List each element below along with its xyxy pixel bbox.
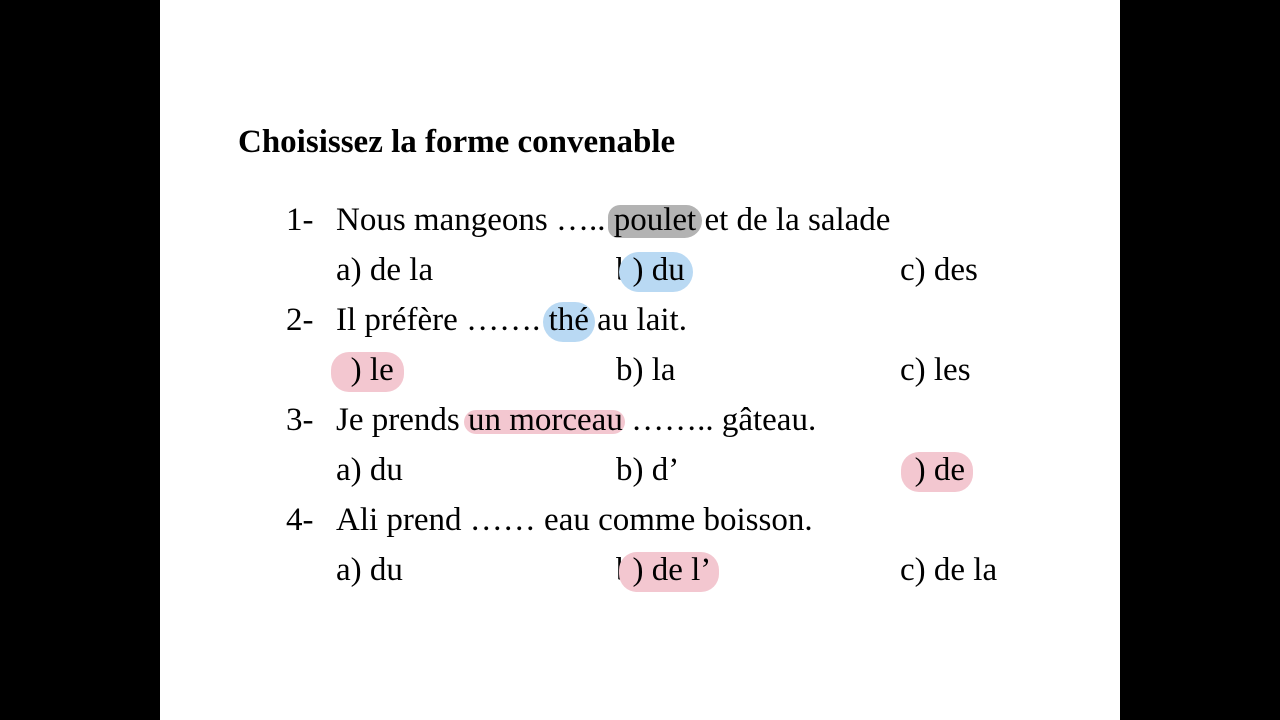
question-number: 2- — [286, 302, 314, 338]
option-b: b) de l’ — [616, 552, 712, 588]
exercise-title: Choisissez la forme convenable — [238, 124, 676, 160]
question-number: 4- — [286, 502, 314, 538]
option-c: c) des — [900, 252, 978, 288]
option-a: a) le — [336, 352, 394, 388]
option-b: b) la — [616, 352, 676, 388]
option-b: b) d’ — [616, 452, 680, 488]
option-c: c) les — [900, 352, 971, 388]
option-a: a) du — [336, 552, 403, 588]
option-c: c) de — [900, 452, 966, 488]
question-number: 1- — [286, 202, 314, 238]
question-text: Nous mangeons ….. poulet et de la salade — [336, 202, 891, 238]
selected-answer: ) de — [914, 452, 966, 488]
highlighted-word: un morceau — [467, 402, 623, 438]
question-text: Ali prend …… eau comme boisson. — [336, 502, 813, 538]
option-a: a) du — [336, 452, 403, 488]
selected-answer: ) de l’ — [632, 552, 712, 588]
option-c: c) de la — [900, 552, 998, 588]
selected-answer: ) le — [350, 352, 394, 388]
question-text: Je prends un morceau …….. gâteau. — [336, 402, 817, 438]
question-text: Il préfère ……. thé au lait. — [336, 302, 687, 338]
option-a: a) de la — [336, 252, 434, 288]
question-number: 3- — [286, 402, 314, 438]
slide — [160, 0, 1120, 720]
highlighted-word: poulet — [613, 202, 697, 238]
option-b: b) du — [616, 252, 685, 288]
selected-answer: ) du — [632, 252, 685, 288]
highlighted-word: thé — [548, 302, 589, 338]
